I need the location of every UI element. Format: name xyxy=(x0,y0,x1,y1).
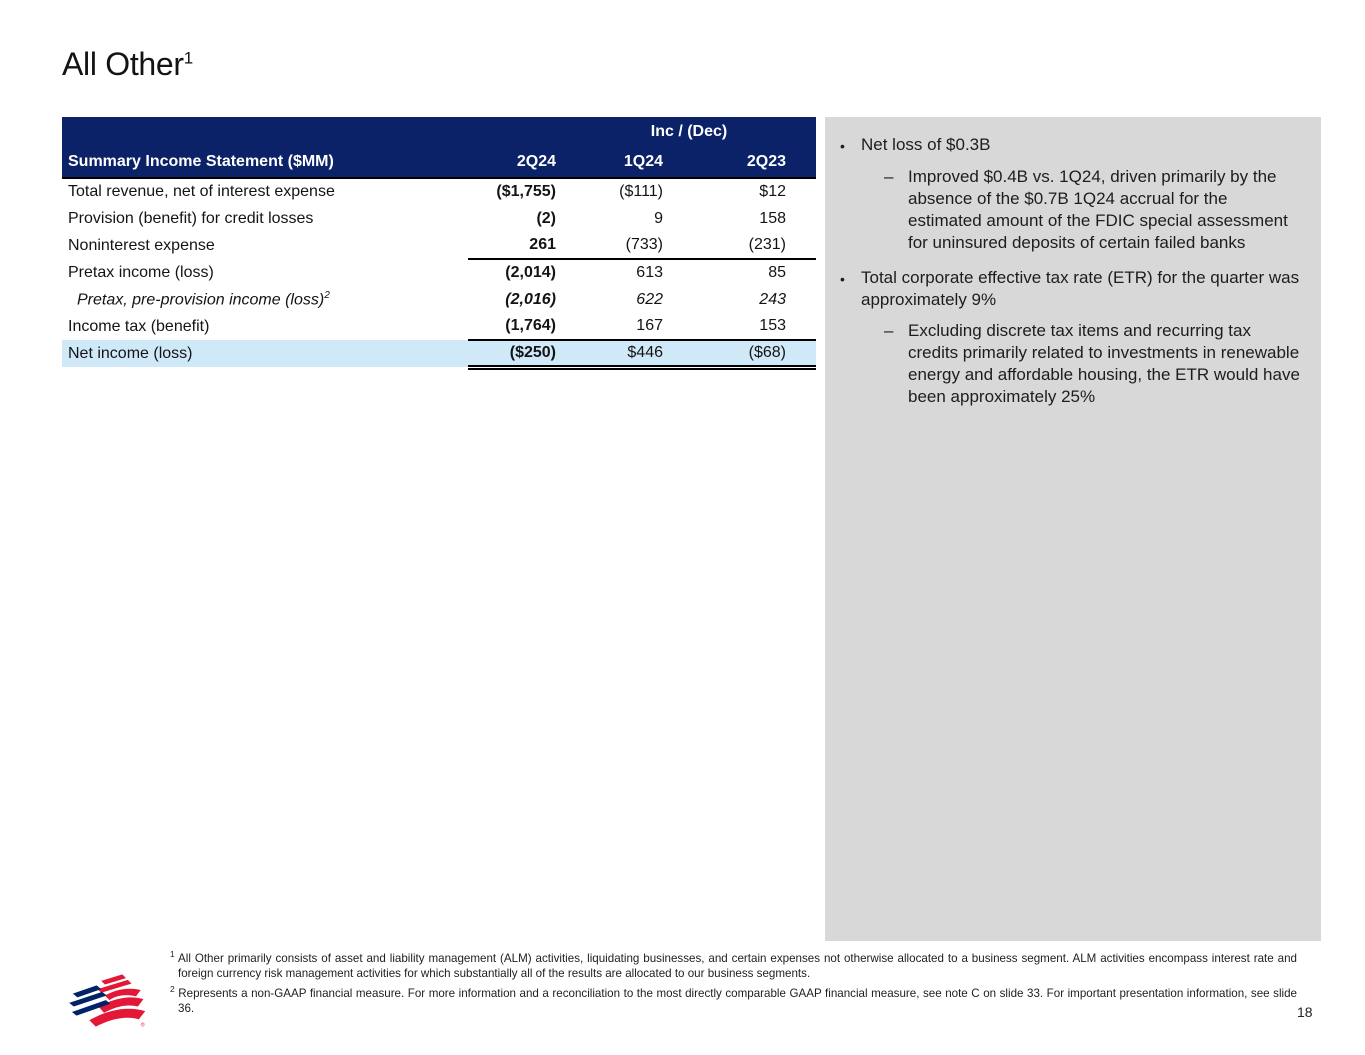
sub-bullet-item xyxy=(840,166,1305,254)
column-header-2q24: 2Q24 xyxy=(468,147,562,178)
table-row xyxy=(62,178,816,205)
value-2q24: 261 xyxy=(468,232,562,259)
value-2q23: $12 xyxy=(676,178,816,205)
value-2q24: (2,016) xyxy=(468,286,562,313)
page-title xyxy=(62,46,193,83)
bullet-marker: • xyxy=(840,271,845,287)
value-2q23: (231) xyxy=(676,232,816,259)
table-group-header-row xyxy=(62,117,816,147)
table-row xyxy=(62,313,816,340)
bullet-item xyxy=(840,267,1305,311)
sub-bullet-marker: – xyxy=(884,167,894,186)
footnote-2-sup: 2 xyxy=(170,983,175,994)
sub-bullet-marker: – xyxy=(884,321,894,340)
group-header-spacer xyxy=(62,117,562,147)
page-number: 18 xyxy=(1297,1004,1313,1020)
bullet-marker: • xyxy=(840,138,845,154)
row-label xyxy=(62,286,468,313)
value-2q24: (2,014) xyxy=(468,259,562,286)
value-2q23: ($68) xyxy=(676,340,816,367)
column-header-label: Summary Income Statement ($MM) xyxy=(62,147,468,178)
footnote-2-text: Represents a non-GAAP financial measure. For more information and a reconciliation to the most directly comparable GAAP financial measure, see note C on slide 33. For important presentation information, see slide 36. xyxy=(174,986,1297,1016)
value-1q24: $446 xyxy=(562,340,676,367)
bullet-text: Total corporate effective tax rate (ETR) for the quarter was approximately 9% xyxy=(861,268,1300,309)
column-header-1q24: 1Q24 xyxy=(562,147,676,178)
value-2q24: (2) xyxy=(468,205,562,232)
row-label: Total revenue, net of interest expense xyxy=(62,178,468,205)
registered-mark: ® xyxy=(140,1022,145,1029)
row-label: Pretax income (loss) xyxy=(62,259,468,286)
table-row xyxy=(62,232,816,259)
value-1q24: (733) xyxy=(562,232,676,259)
value-2q24: ($250) xyxy=(468,340,562,367)
value-2q23: 243 xyxy=(676,286,816,313)
commentary-panel xyxy=(825,117,1321,941)
value-1q24: 622 xyxy=(562,286,676,313)
footnote-2 xyxy=(170,982,1297,1017)
income-statement-table xyxy=(62,117,816,370)
bullet-item xyxy=(840,134,1305,157)
bank-of-america-logo xyxy=(58,968,150,1034)
footnote-1-text: All Other primarily consists of asset and liability management (ALM) activities, liquidating businesses, and certain expenses not otherwise allocated to a business segment. ALM activities encompass interest rate and foreign currency risk management activities for which substantially all of the results are allocated to our business segments. xyxy=(174,951,1297,981)
table-header-row xyxy=(62,147,816,178)
sub-bullet-item xyxy=(840,320,1305,408)
value-2q24: ($1,755) xyxy=(468,178,562,205)
table-row xyxy=(62,286,816,313)
group-header-inc-dec: Inc / (Dec) xyxy=(562,117,816,147)
row-label-text: Pretax, pre-provision income (loss) xyxy=(77,291,325,309)
row-label: Income tax (benefit) xyxy=(62,313,468,340)
value-1q24: 9 xyxy=(562,205,676,232)
sub-bullet-text: Excluding discrete tax items and recurring tax credits primarily related to investments in renewable energy and affordable housing, the ETR would have been approximately 25% xyxy=(908,321,1300,406)
page-title-text: All Other xyxy=(62,46,184,82)
bullet-text: Net loss of $0.3B xyxy=(861,135,991,154)
sub-bullet-text: Improved $0.4B vs. 1Q24, driven primarily by the absence of the $0.7B 1Q24 accrual for the estimated amount of the FDIC special assessment for uninsured deposits of certain failed banks xyxy=(908,167,1288,252)
table-row xyxy=(62,205,816,232)
row-label: Noninterest expense xyxy=(62,232,468,259)
logo-red-stripes xyxy=(89,974,145,1026)
value-2q23: 85 xyxy=(676,259,816,286)
row-label: Net income (loss) xyxy=(62,340,468,367)
footnotes xyxy=(170,947,1297,1017)
footnote-1-sup: 1 xyxy=(170,949,175,959)
value-1q24: 613 xyxy=(562,259,676,286)
row-label: Provision (benefit) for credit losses xyxy=(62,205,468,232)
table-row-net-income xyxy=(62,340,816,367)
value-1q24: 167 xyxy=(562,313,676,340)
value-1q24: ($111) xyxy=(562,178,676,205)
value-2q23: 158 xyxy=(676,205,816,232)
footnote-1 xyxy=(170,947,1297,982)
table-row xyxy=(62,259,816,286)
footnote-ref: 2 xyxy=(324,289,330,301)
value-2q23: 153 xyxy=(676,313,816,340)
value-2q24: (1,764) xyxy=(468,313,562,340)
column-header-2q23: 2Q23 xyxy=(676,147,816,178)
page-title-footnote-ref: 1 xyxy=(183,48,193,68)
